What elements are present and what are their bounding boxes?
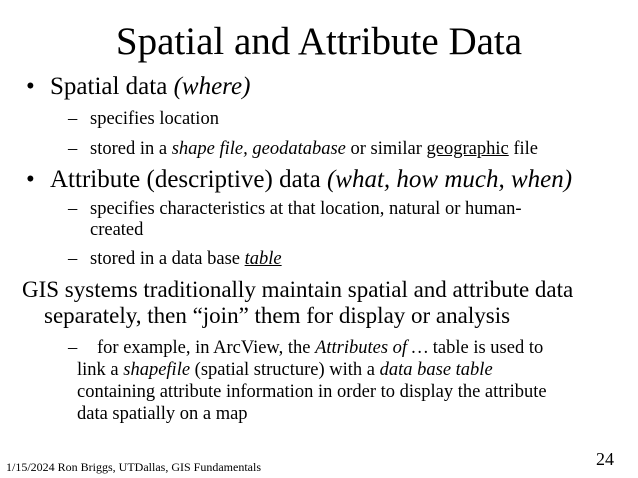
sub-item-text: specifies location (90, 109, 219, 129)
dash-marker: – (68, 249, 78, 269)
bullet-italic: (where) (173, 73, 251, 100)
sub-item-text-pre: stored in a (90, 139, 172, 159)
example-line2-italic1: shapefile (123, 360, 191, 380)
example-line2-italic2: data base table (379, 360, 493, 380)
sub-item-text-line1: specifies characteristics at that location, natural or human- (90, 199, 522, 219)
bullet-marker: • (26, 73, 35, 100)
dash-marker: – (68, 199, 78, 219)
bullet-italic: (what, how much, when) (326, 166, 573, 193)
example-line3: containing attribute information in order to display the attribute (77, 382, 547, 402)
paragraph-line2: separately, then “join” them for display or analysis (44, 303, 511, 328)
example-line2 (77, 359, 493, 382)
example-line1 (97, 337, 543, 360)
dash-marker: – (68, 139, 78, 159)
sub-item-text-line2: created (90, 220, 144, 240)
sub-item-underline: geographic (426, 139, 509, 159)
example-line1-pre: for example, in ArcView, the (97, 338, 316, 358)
dash-marker: – (68, 109, 78, 129)
sub-item-text-post: file (508, 139, 539, 159)
sub-item-text-mid: or similar (345, 139, 427, 159)
page-number: 24 (596, 449, 614, 469)
example-line2-mid: (spatial structure) with a (190, 360, 380, 380)
example-line4: data spatially on a map (77, 404, 248, 424)
example-dash-marker: – (68, 338, 78, 358)
sub-item-text-pre: stored in a data base (90, 249, 245, 269)
paragraph-line1: GIS systems traditionally maintain spatial and attribute data (22, 277, 574, 302)
bullet-marker: • (26, 166, 35, 193)
example-line1-italic: Attributes of … (315, 338, 429, 358)
example-line2-pre: link a (77, 360, 124, 380)
sub-item-italic-underline: table (244, 249, 282, 269)
footer-text: 1/15/2024 Ron Briggs, UTDallas, GIS Fundamentals (6, 460, 261, 474)
slide-title: Spatial and Attribute Data (115, 20, 523, 63)
bullet-text: Attribute (descriptive) data (50, 166, 327, 193)
sub-item-italic: shape file, geodatabase (171, 139, 346, 159)
bullet-text: Spatial data (50, 73, 174, 100)
example-line1-post: table is used to (428, 338, 544, 358)
